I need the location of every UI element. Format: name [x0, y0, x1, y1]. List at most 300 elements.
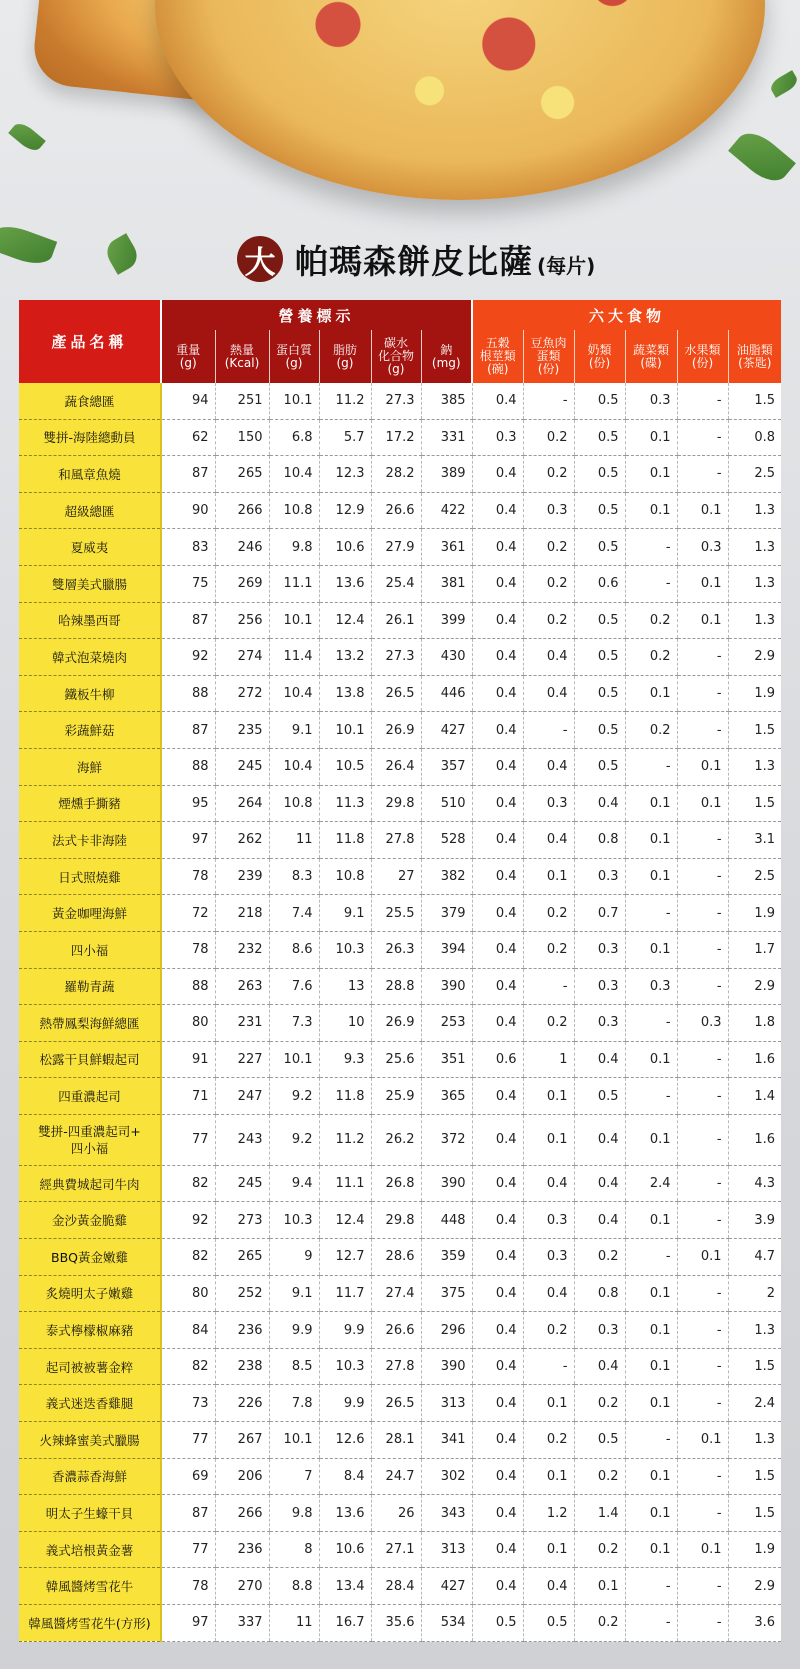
value-cell: 82: [161, 1348, 215, 1385]
value-cell: 0.1: [574, 1568, 625, 1605]
value-cell: 9.9: [319, 1312, 371, 1349]
value-cell: -: [677, 1348, 728, 1385]
basil-leaf-icon: [102, 233, 142, 275]
product-name-cell: 義式培根黃金薯: [19, 1531, 161, 1568]
title-subtext: (每片): [537, 253, 596, 278]
value-cell: 382: [421, 858, 472, 895]
product-name-cell: 火辣蜂蜜美式臘腸: [19, 1422, 161, 1459]
value-cell: -: [677, 822, 728, 859]
table-row: [19, 1385, 781, 1422]
value-cell: 28.1: [371, 1422, 421, 1459]
value-cell: 0.4: [472, 1422, 523, 1459]
value-cell: -: [677, 1114, 728, 1165]
value-cell: 0.4: [472, 675, 523, 712]
nutrition-header: 營養標示: [161, 300, 472, 330]
value-cell: 77: [161, 1422, 215, 1459]
value-cell: 27.1: [371, 1531, 421, 1568]
column-header-line: 五穀: [485, 336, 510, 350]
value-cell: 236: [215, 1312, 269, 1349]
value-cell: -: [677, 1041, 728, 1078]
value-cell: 7.3: [269, 1005, 319, 1042]
table-row: [19, 675, 781, 712]
table-row: [19, 1275, 781, 1312]
table-row: [19, 1078, 781, 1115]
value-cell: 26.3: [371, 931, 421, 968]
value-cell: -: [523, 712, 574, 749]
value-cell: -: [523, 383, 574, 419]
value-cell: 269: [215, 565, 269, 602]
value-cell: 0.1: [625, 1114, 677, 1165]
value-cell: 0.1: [625, 1531, 677, 1568]
table-row: [19, 419, 781, 456]
value-cell: 0.1: [625, 858, 677, 895]
value-cell: 0.4: [472, 895, 523, 932]
column-header-line: (份): [691, 355, 714, 370]
value-cell: 427: [421, 712, 472, 749]
value-cell: 10.1: [269, 383, 319, 419]
value-cell: 1.5: [728, 383, 781, 419]
value-cell: 10.3: [269, 1202, 319, 1239]
value-cell: 12.3: [319, 456, 371, 493]
value-cell: 0.4: [472, 492, 523, 529]
value-cell: 84: [161, 1312, 215, 1349]
value-cell: 0.1: [523, 858, 574, 895]
value-cell: -: [523, 968, 574, 1005]
value-cell: 0.5: [472, 1605, 523, 1642]
value-cell: 0.2: [574, 1239, 625, 1276]
value-cell: 29.8: [371, 785, 421, 822]
value-cell: -: [625, 1078, 677, 1115]
value-cell: 10.8: [319, 858, 371, 895]
value-cell: 0.1: [625, 1348, 677, 1385]
value-cell: 13.6: [319, 565, 371, 602]
value-cell: 1.2: [523, 1495, 574, 1532]
value-cell: 78: [161, 1568, 215, 1605]
table-row: [19, 639, 781, 676]
value-cell: 11: [269, 822, 319, 859]
value-cell: 0.4: [472, 456, 523, 493]
value-cell: 13: [319, 968, 371, 1005]
value-cell: 0.5: [574, 456, 625, 493]
value-cell: 9.9: [269, 1312, 319, 1349]
value-cell: 448: [421, 1202, 472, 1239]
value-cell: -: [677, 1078, 728, 1115]
value-cell: 232: [215, 931, 269, 968]
value-cell: 302: [421, 1458, 472, 1495]
value-cell: -: [677, 639, 728, 676]
value-cell: 25.9: [371, 1078, 421, 1115]
value-cell: 11.7: [319, 1275, 371, 1312]
value-cell: 236: [215, 1531, 269, 1568]
value-cell: 10.1: [269, 602, 319, 639]
value-cell: 87: [161, 712, 215, 749]
product-name-cell: 韓式泡菜燒肉: [19, 639, 161, 676]
product-name-cell: 泰式檸檬椒麻豬: [19, 1312, 161, 1349]
value-cell: 0.2: [625, 712, 677, 749]
value-cell: 1.9: [728, 1531, 781, 1568]
value-cell: 8: [269, 1531, 319, 1568]
value-cell: 88: [161, 748, 215, 785]
value-cell: -: [523, 1348, 574, 1385]
value-cell: 25.6: [371, 1041, 421, 1078]
value-cell: 0.4: [574, 1202, 625, 1239]
product-name-cell: 香濃蒜香海鮮: [19, 1458, 161, 1495]
value-cell: 77: [161, 1114, 215, 1165]
value-cell: 0.8: [574, 822, 625, 859]
value-cell: 0.3: [677, 1005, 728, 1042]
table-row: [19, 1531, 781, 1568]
product-name-cell: 雙拼-四重濃起司+ 四小福: [19, 1114, 161, 1165]
value-cell: 11.1: [269, 565, 319, 602]
value-cell: 0.2: [523, 419, 574, 456]
value-cell: 11.3: [319, 785, 371, 822]
value-cell: 2.9: [728, 968, 781, 1005]
value-cell: 0.1: [677, 748, 728, 785]
value-cell: 83: [161, 529, 215, 566]
value-cell: 11.4: [269, 639, 319, 676]
value-cell: 78: [161, 858, 215, 895]
value-cell: 381: [421, 565, 472, 602]
column-header: [728, 330, 781, 383]
value-cell: 91: [161, 1041, 215, 1078]
value-cell: 0.4: [574, 1041, 625, 1078]
value-cell: 0.4: [523, 822, 574, 859]
size-badge: 大: [237, 236, 283, 282]
value-cell: 1.3: [728, 602, 781, 639]
column-header: [523, 330, 574, 383]
value-cell: 11.8: [319, 1078, 371, 1115]
value-cell: 510: [421, 785, 472, 822]
value-cell: 27.8: [371, 822, 421, 859]
value-cell: 266: [215, 1495, 269, 1532]
value-cell: 7.4: [269, 895, 319, 932]
value-cell: 394: [421, 931, 472, 968]
value-cell: -: [625, 1239, 677, 1276]
column-header: [574, 330, 625, 383]
value-cell: 390: [421, 1165, 472, 1202]
value-cell: 9.8: [269, 1495, 319, 1532]
value-cell: 10.3: [319, 931, 371, 968]
value-cell: 0.4: [472, 565, 523, 602]
value-cell: 69: [161, 1458, 215, 1495]
value-cell: 12.4: [319, 1202, 371, 1239]
value-cell: 26.9: [371, 1005, 421, 1042]
value-cell: 13.4: [319, 1568, 371, 1605]
value-cell: 0.4: [472, 1005, 523, 1042]
value-cell: 0.3: [677, 529, 728, 566]
value-cell: 351: [421, 1041, 472, 1078]
value-cell: 4.7: [728, 1239, 781, 1276]
title-text: 帕瑪森餅皮比薩: [295, 241, 533, 281]
table-row: [19, 383, 781, 419]
column-header: [319, 330, 371, 383]
value-cell: 94: [161, 383, 215, 419]
value-cell: 26.6: [371, 492, 421, 529]
value-cell: 10.8: [269, 785, 319, 822]
table-row: [19, 748, 781, 785]
basil-leaf-icon: [768, 70, 800, 98]
table-row: [19, 1041, 781, 1078]
value-cell: 0.4: [574, 1165, 625, 1202]
nutrition-table: [19, 300, 781, 1642]
value-cell: 1.4: [574, 1495, 625, 1532]
value-cell: 266: [215, 492, 269, 529]
value-cell: 10.4: [269, 675, 319, 712]
value-cell: 245: [215, 748, 269, 785]
value-cell: 0.1: [625, 1041, 677, 1078]
value-cell: 27.8: [371, 1348, 421, 1385]
table-row: [19, 1312, 781, 1349]
value-cell: -: [625, 529, 677, 566]
value-cell: 12.6: [319, 1422, 371, 1459]
value-cell: 2.9: [728, 1568, 781, 1605]
column-header-line: 油脂類: [736, 342, 773, 357]
value-cell: 0.5: [574, 1422, 625, 1459]
value-cell: 7: [269, 1458, 319, 1495]
value-cell: 1.5: [728, 712, 781, 749]
value-cell: 0.4: [472, 1239, 523, 1276]
value-cell: 372: [421, 1114, 472, 1165]
value-cell: -: [677, 1458, 728, 1495]
value-cell: 26.1: [371, 602, 421, 639]
value-cell: 0.4: [472, 383, 523, 419]
value-cell: 0.4: [472, 1202, 523, 1239]
value-cell: 1.8: [728, 1005, 781, 1042]
column-header-line: 化合物: [377, 349, 414, 363]
value-cell: 235: [215, 712, 269, 749]
value-cell: 0.2: [574, 1385, 625, 1422]
value-cell: 11: [269, 1605, 319, 1642]
value-cell: 331: [421, 419, 472, 456]
basil-leaf-icon: [728, 125, 796, 190]
table-row: [19, 1458, 781, 1495]
value-cell: 2.9: [728, 639, 781, 676]
value-cell: 0.1: [625, 785, 677, 822]
value-cell: 0.1: [523, 1385, 574, 1422]
value-cell: 27.9: [371, 529, 421, 566]
value-cell: 25.5: [371, 895, 421, 932]
value-cell: 0.1: [625, 456, 677, 493]
value-cell: -: [625, 895, 677, 932]
value-cell: 0.4: [472, 1275, 523, 1312]
value-cell: 12.7: [319, 1239, 371, 1276]
value-cell: 11.1: [319, 1165, 371, 1202]
value-cell: 0.3: [625, 383, 677, 419]
table-row: [19, 1422, 781, 1459]
value-cell: 0.5: [523, 1605, 574, 1642]
page-title: [237, 233, 595, 285]
value-cell: 0.8: [728, 419, 781, 456]
value-cell: 0.4: [574, 785, 625, 822]
product-name-cell: 起司被被薯金粹: [19, 1348, 161, 1385]
column-header-line: (份): [537, 362, 560, 376]
product-name-cell: 義式迷迭香雞腿: [19, 1385, 161, 1422]
value-cell: 1.3: [728, 565, 781, 602]
value-cell: 27: [371, 858, 421, 895]
value-cell: 313: [421, 1385, 472, 1422]
value-cell: 3.6: [728, 1605, 781, 1642]
value-cell: 422: [421, 492, 472, 529]
value-cell: 0.5: [574, 1078, 625, 1115]
value-cell: 13.8: [319, 675, 371, 712]
value-cell: 296: [421, 1312, 472, 1349]
value-cell: 0.1: [677, 1422, 728, 1459]
product-name-cell: 金沙黃金脆雞: [19, 1202, 161, 1239]
value-cell: 75: [161, 565, 215, 602]
value-cell: 361: [421, 529, 472, 566]
column-header-line: 根莖類: [479, 349, 516, 363]
value-cell: 0.3: [523, 492, 574, 529]
value-cell: 9.1: [269, 1275, 319, 1312]
column-header-line: (茶匙): [738, 355, 772, 370]
value-cell: 1.5: [728, 1458, 781, 1495]
value-cell: 357: [421, 748, 472, 785]
value-cell: 0.2: [523, 565, 574, 602]
value-cell: 10.5: [319, 748, 371, 785]
value-cell: 0.4: [472, 639, 523, 676]
column-header: [269, 330, 319, 383]
value-cell: 0.4: [472, 1495, 523, 1532]
value-cell: 1.3: [728, 492, 781, 529]
table-row: [19, 1005, 781, 1042]
value-cell: 0.1: [625, 822, 677, 859]
value-cell: 8.6: [269, 931, 319, 968]
value-cell: 97: [161, 822, 215, 859]
column-header-line: (g): [387, 362, 405, 376]
value-cell: 62: [161, 419, 215, 456]
table-row: [19, 822, 781, 859]
value-cell: 72: [161, 895, 215, 932]
value-cell: 8.5: [269, 1348, 319, 1385]
product-name-header: 產品名稱: [19, 300, 161, 383]
value-cell: 0.3: [574, 858, 625, 895]
value-cell: 10.8: [269, 492, 319, 529]
value-cell: -: [625, 748, 677, 785]
table-row: [19, 858, 781, 895]
value-cell: 87: [161, 456, 215, 493]
value-cell: -: [677, 712, 728, 749]
value-cell: 390: [421, 1348, 472, 1385]
value-cell: 2.4: [625, 1165, 677, 1202]
value-cell: 88: [161, 968, 215, 1005]
value-cell: 359: [421, 1239, 472, 1276]
value-cell: 0.2: [625, 639, 677, 676]
value-cell: 10.1: [319, 712, 371, 749]
value-cell: 1.9: [728, 895, 781, 932]
table-row: [19, 565, 781, 602]
value-cell: 0.5: [574, 529, 625, 566]
column-header-line: 蔬菜類: [633, 342, 670, 357]
value-cell: 265: [215, 1239, 269, 1276]
value-cell: 12.4: [319, 602, 371, 639]
value-cell: 0.2: [574, 1458, 625, 1495]
value-cell: 82: [161, 1239, 215, 1276]
value-cell: 0.1: [625, 1458, 677, 1495]
value-cell: 389: [421, 456, 472, 493]
value-cell: 206: [215, 1458, 269, 1495]
value-cell: 0.2: [523, 456, 574, 493]
value-cell: 0.1: [625, 492, 677, 529]
value-cell: 0.5: [574, 492, 625, 529]
pizza-image: [155, 0, 765, 200]
value-cell: 0.1: [677, 1239, 728, 1276]
value-cell: 0.4: [472, 1165, 523, 1202]
column-header: [371, 330, 421, 383]
value-cell: 1.6: [728, 1041, 781, 1078]
column-header: [421, 330, 472, 383]
value-cell: 10.6: [319, 529, 371, 566]
product-name-cell: 韓風醬烤雪花牛(方形): [19, 1605, 161, 1642]
value-cell: 0.4: [472, 1568, 523, 1605]
product-name-cell: 海鮮: [19, 748, 161, 785]
value-cell: 9.2: [269, 1114, 319, 1165]
value-cell: 390: [421, 968, 472, 1005]
value-cell: 0.2: [574, 1605, 625, 1642]
value-cell: 0.1: [625, 1495, 677, 1532]
value-cell: 0.1: [523, 1114, 574, 1165]
value-cell: -: [677, 931, 728, 968]
value-cell: 0.3: [574, 1005, 625, 1042]
value-cell: 252: [215, 1275, 269, 1312]
value-cell: 95: [161, 785, 215, 822]
value-cell: 0.1: [625, 419, 677, 456]
value-cell: 430: [421, 639, 472, 676]
value-cell: 0.1: [625, 1275, 677, 1312]
value-cell: 0.4: [523, 1568, 574, 1605]
column-header-line: 奶類: [587, 342, 612, 357]
value-cell: 0.2: [523, 1422, 574, 1459]
value-cell: 28.8: [371, 968, 421, 1005]
value-cell: 0.5: [574, 712, 625, 749]
value-cell: 263: [215, 968, 269, 1005]
column-header-line: 碳水: [383, 336, 408, 350]
value-cell: 0.6: [574, 565, 625, 602]
value-cell: 10.6: [319, 1531, 371, 1568]
table-row: [19, 931, 781, 968]
value-cell: 0.4: [472, 1531, 523, 1568]
value-cell: 0.4: [523, 675, 574, 712]
product-name-cell: 鐵板牛柳: [19, 675, 161, 712]
product-name-cell: 雙拼-海陸總動員: [19, 419, 161, 456]
value-cell: 26.6: [371, 1312, 421, 1349]
value-cell: 0.3: [625, 968, 677, 1005]
value-cell: 0.2: [523, 602, 574, 639]
value-cell: 92: [161, 639, 215, 676]
product-name-cell: BBQ黃金嫩雞: [19, 1239, 161, 1276]
value-cell: -: [677, 1605, 728, 1642]
product-name-cell: 熱帶鳳梨海鮮總匯: [19, 1005, 161, 1042]
value-cell: 0.1: [625, 1202, 677, 1239]
value-cell: 87: [161, 602, 215, 639]
value-cell: 11.8: [319, 822, 371, 859]
value-cell: -: [677, 1568, 728, 1605]
value-cell: 0.5: [574, 602, 625, 639]
value-cell: 10.1: [269, 1422, 319, 1459]
value-cell: 2.5: [728, 858, 781, 895]
value-cell: -: [677, 895, 728, 932]
value-cell: -: [677, 858, 728, 895]
column-header-line: (g): [179, 355, 197, 370]
value-cell: 26: [371, 1495, 421, 1532]
table-row: [19, 895, 781, 932]
product-name-cell: 日式照燒雞: [19, 858, 161, 895]
value-cell: 0.1: [625, 1312, 677, 1349]
value-cell: 10.1: [269, 1041, 319, 1078]
value-cell: 10.4: [269, 748, 319, 785]
table-row: [19, 1202, 781, 1239]
value-cell: 0.4: [472, 822, 523, 859]
value-cell: 1.3: [728, 529, 781, 566]
